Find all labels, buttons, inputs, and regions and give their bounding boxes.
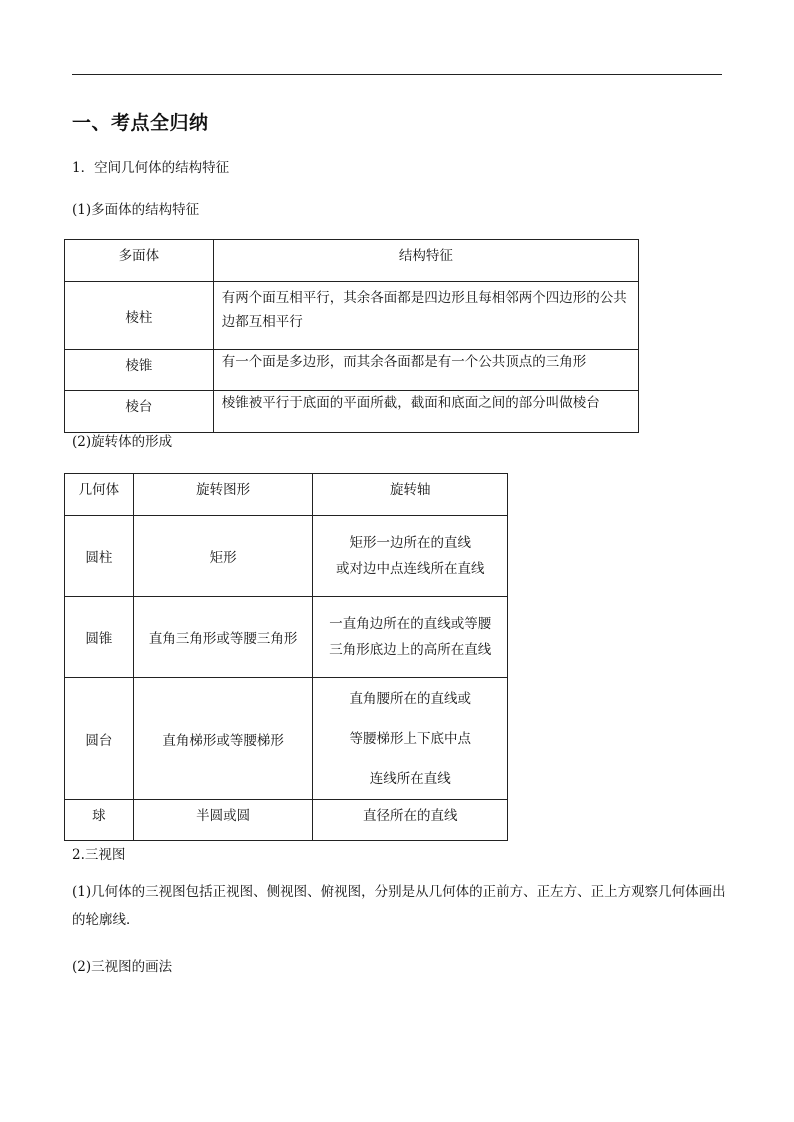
table-row	[65, 597, 508, 678]
table-header-row	[65, 474, 508, 516]
table-header-row	[65, 240, 639, 282]
table-header-cell: 几何体	[65, 474, 134, 516]
subsection-polyhedron-title: (1)多面体的结构特征	[72, 202, 200, 218]
table-header-cell: 旋转图形	[133, 474, 313, 516]
table-header-cell: 旋转轴	[313, 474, 508, 516]
table-row	[65, 391, 639, 433]
table-cell-desc: 有一个面是多边形，而其余各面都是有一个公共顶点的三角形	[213, 350, 638, 391]
header-rule	[72, 74, 722, 75]
table-cell-axis: 直角腰所在的直线或 等腰梯形上下底中点 连线所在直线	[313, 678, 508, 800]
table-header-cell: 多面体	[65, 240, 214, 282]
table-cell-shape: 直角梯形或等腰梯形	[133, 678, 313, 800]
table-cell-desc: 棱锥被平行于底面的平面所截，截面和底面之间的部分叫做棱台	[213, 391, 638, 433]
table-header-cell: 结构特征	[213, 240, 638, 282]
table-cell-name: 球	[65, 800, 134, 841]
subsection-revolution-title: (2)旋转体的形成	[72, 434, 173, 450]
table-cell-name: 圆锥	[65, 597, 134, 678]
table-cell-shape: 直角三角形或等腰三角形	[133, 597, 313, 678]
table-cell-axis: 直径所在的直线	[313, 800, 508, 841]
table-row	[65, 516, 508, 597]
three-views-paragraph: (1)几何体的三视图包括正视图、侧视图、俯视图，分别是从几何体的正前方、正左方、正上方观察几何体画出的轮廓线．	[72, 884, 726, 928]
table-row	[65, 678, 508, 800]
revolution-table	[64, 473, 508, 841]
three-views-drawing-method: (2)三视图的画法	[72, 959, 173, 975]
section-heading: 一、考点全归纳	[72, 112, 209, 134]
table-cell-axis: 一直角边所在的直线或等腰 三角形底边上的高所在直线	[313, 597, 508, 678]
polyhedron-table	[64, 239, 639, 433]
section-2-title: 2.三视图	[72, 847, 126, 863]
section-1-title: 1．空间几何体的结构特征	[72, 160, 230, 176]
table-cell-axis: 矩形一边所在的直线 或对边中点连线所在直线	[313, 516, 508, 597]
table-cell-name: 棱柱	[65, 282, 214, 350]
table-cell-desc: 有两个面互相平行，其余各面都是四边形且每相邻两个四边形的公共边都互相平行	[213, 282, 638, 350]
table-cell-name: 圆台	[65, 678, 134, 800]
table-row	[65, 350, 639, 391]
table-cell-shape: 半圆或圆	[133, 800, 313, 841]
table-cell-name: 棱台	[65, 391, 214, 433]
table-row	[65, 282, 639, 350]
table-cell-name: 圆柱	[65, 516, 134, 597]
table-row	[65, 800, 508, 841]
table-cell-name: 棱锥	[65, 350, 214, 391]
table-cell-shape: 矩形	[133, 516, 313, 597]
